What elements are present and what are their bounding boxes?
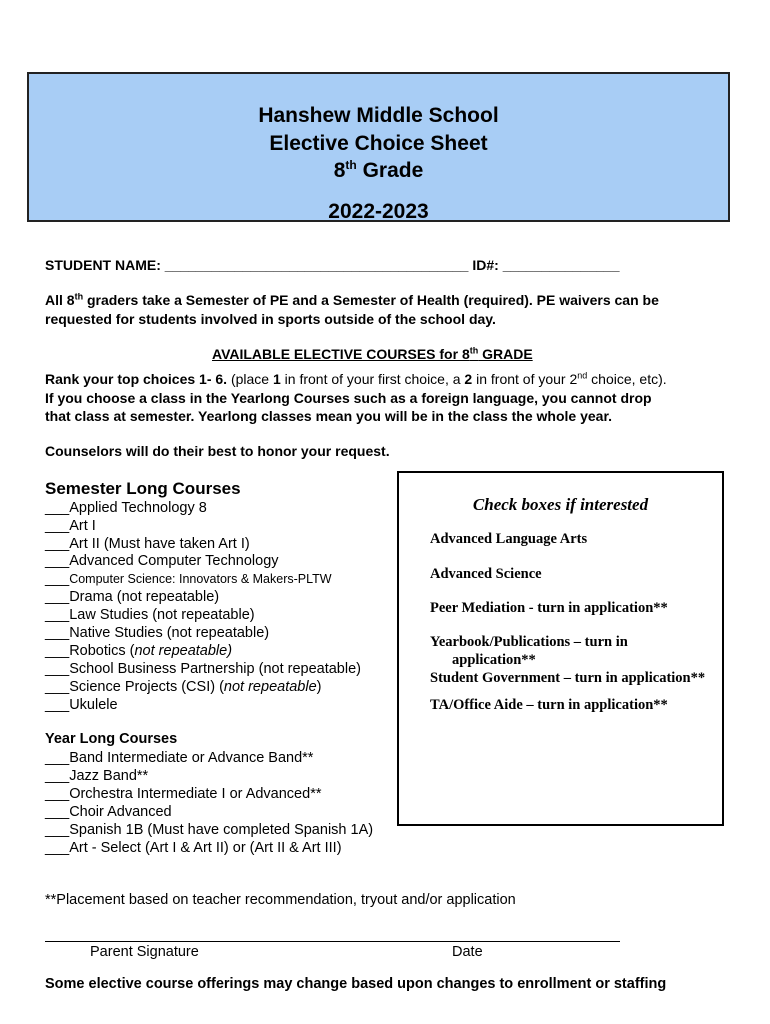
placement-note: **Placement based on teacher recommendation, tryout and/or application <box>45 892 516 908</box>
date-label: Date <box>452 944 483 960</box>
signature-line[interactable] <box>45 941 620 942</box>
id-label: ID#: <box>472 257 499 273</box>
interest-option[interactable]: TA/Office Aide – turn in application** <box>430 697 668 713</box>
interest-option[interactable]: Advanced Language Arts <box>430 531 588 547</box>
semester-course[interactable]: ___Law Studies (not repeatable) <box>45 607 255 623</box>
rank-line-1: Rank your top choices 1- 6. (place 1 in front of your first choice, a 2 in front of your 2nd choice, etc). <box>45 370 667 387</box>
parent-signature-label: Parent Signature <box>90 944 199 960</box>
checkbox-panel-title: Check boxes if interested <box>472 495 649 514</box>
intro-line-1: All 8th graders take a Semester of PE and a Semester of Health (required). PE waivers can be <box>45 291 659 308</box>
header-banner <box>27 72 730 222</box>
semester-course[interactable]: ___Drama (not repeatable) <box>45 589 220 605</box>
student-info-row <box>45 257 619 273</box>
enrollment-note: Some elective course offerings may change based upon changes to enrollment or staffing <box>45 976 667 992</box>
semester-courses-title: Semester Long Courses <box>45 479 241 498</box>
semester-course[interactable]: ___Science Projects (CSI) (not repeatable) <box>45 679 322 695</box>
interest-option-cont: application** <box>452 652 536 668</box>
semester-course[interactable]: ___Ukulele <box>45 697 118 713</box>
available-heading: AVAILABLE ELECTIVE COURSES for 8th GRADE <box>212 345 533 362</box>
id-field[interactable]: _______________ <box>502 257 620 273</box>
interest-option[interactable]: Yearbook/Publications – turn in <box>430 634 628 650</box>
school-name: Hanshew Middle School <box>258 104 499 127</box>
counselors-note: Counselors will do their best to honor your request. <box>45 443 390 459</box>
semester-course[interactable]: ___Robotics (not repeatable) <box>45 643 233 659</box>
student-name-field[interactable]: _______________________________________ <box>164 257 469 273</box>
year-course[interactable]: ___Jazz Band** <box>45 768 149 784</box>
semester-course[interactable]: ___Art I <box>45 518 96 534</box>
sheet-title: Elective Choice Sheet <box>269 132 488 155</box>
semester-course[interactable]: ___Applied Technology 8 <box>45 500 207 516</box>
student-name-label: STUDENT NAME: <box>45 257 161 273</box>
school-year: 2022-2023 <box>328 200 429 223</box>
rank-line-2: If you choose a class in the Yearlong Courses such as a foreign language, you cannot drop <box>45 390 652 406</box>
grade-heading: 8th Grade <box>333 158 424 182</box>
rank-line-3: that class at semester. Yearlong classes mean you will be in the class the whole year. <box>45 408 613 424</box>
semester-course[interactable]: ___Advanced Computer Technology <box>45 553 279 569</box>
interest-option[interactable]: Advanced Science <box>430 566 542 582</box>
semester-course[interactable]: ___Computer Science: Innovators & Makers-PLTW <box>45 571 332 587</box>
interest-option[interactable]: Peer Mediation - turn in application** <box>430 600 668 616</box>
year-courses-title: Year Long Courses <box>45 731 178 747</box>
interest-checkbox-panel <box>397 471 724 826</box>
semester-course[interactable]: ___Art II (Must have taken Art I) <box>45 536 250 552</box>
semester-course[interactable]: ___Native Studies (not repeatable) <box>45 625 270 641</box>
intro-line-2: requested for students involved in sports outside of the school day. <box>45 311 496 327</box>
year-course[interactable]: ___Choir Advanced <box>45 804 172 820</box>
year-course[interactable]: ___Band Intermediate or Advance Band** <box>45 750 314 766</box>
interest-option[interactable]: Student Government – turn in application** <box>430 670 706 686</box>
year-course[interactable]: ___Spanish 1B (Must have completed Spanish 1A) <box>45 822 374 838</box>
year-course[interactable]: ___Art - Select (Art I & Art II) or (Art II & Art III) <box>45 840 342 856</box>
year-course[interactable]: ___Orchestra Intermediate I or Advanced** <box>45 786 322 802</box>
semester-course[interactable]: ___School Business Partnership (not repeatable) <box>45 661 361 677</box>
